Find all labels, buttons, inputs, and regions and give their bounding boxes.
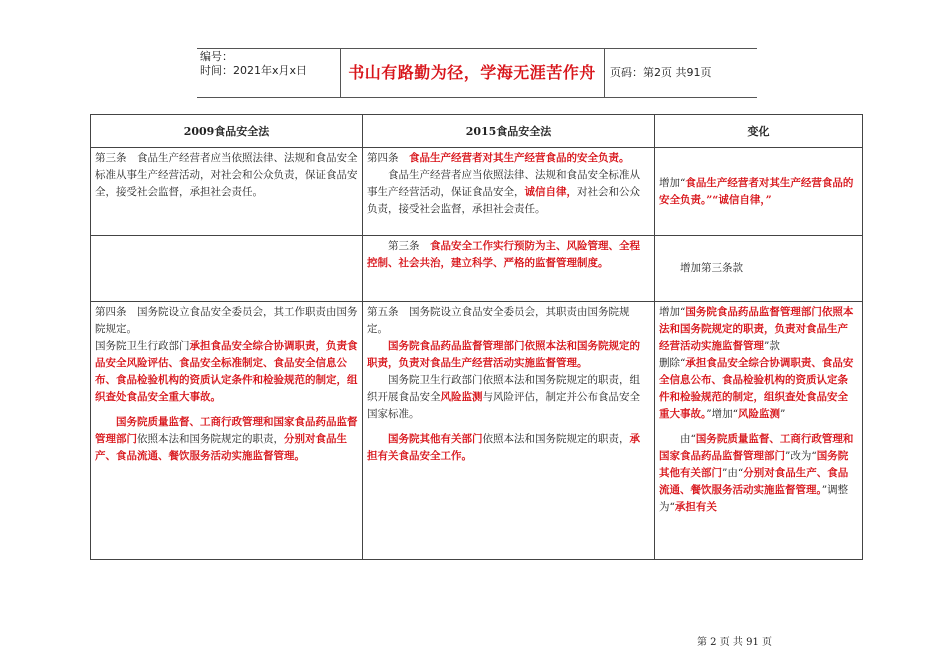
header-meta <box>200 50 307 78</box>
highlight-text: 国务院质量监督、工商行政管理和国家食品药品监督管理部门 <box>95 416 358 445</box>
cell-text <box>95 338 358 406</box>
table-header-row <box>91 115 863 148</box>
cell-change-3 <box>655 302 863 560</box>
highlight-text: 承担食品安全综合协调职责，负责食品安全风险评估、食品安全标准制定、食品安全信息公布、食品检验机构的资质认定条件和检验规范的制定，组织查处食品安全重大事故。 <box>95 340 358 403</box>
plain-text: ”由“ <box>722 467 744 479</box>
highlight-text: 承担有关 <box>674 501 717 513</box>
header-page-number: 页码：第2页 共91页 <box>610 66 712 79</box>
plain-text: 对社会和公众负责，接受社会监督，承担社会责任。 <box>367 186 640 215</box>
plain-text: ” <box>780 408 786 420</box>
cell-text: 第三条 食品生产经营者应当依照法律、法规和食品安全标准从事生产经营活动，对社会和公众负责，保证食品安全，接受社会监督，承担社会责任。 <box>95 152 358 198</box>
cell-change-2 <box>655 236 863 302</box>
cell-text: 第四条 国务院设立食品安全委员会，其工作职责由国务院规定。 <box>95 306 358 335</box>
plain-text: 依照本法和国务院规定的职责， <box>482 433 630 445</box>
highlight-text: 食品生产经营者对其生产经营食品的安全负责。 <box>409 152 630 164</box>
highlight-text: 国务院质量监督、工商行政管理和国家食品药品监督管理部门 <box>659 433 854 462</box>
plain-text: 删除“ <box>659 357 686 369</box>
cell-text <box>659 355 858 423</box>
plain-text: 增加“ <box>659 176 686 189</box>
cell-text <box>659 304 858 355</box>
comparison-table <box>90 114 863 560</box>
column-header-2009: 2009食品安全法 <box>91 115 363 148</box>
plain-text: 增加“ <box>659 306 686 318</box>
cell-text <box>367 150 650 167</box>
plain-text: ”改为“ <box>785 450 817 462</box>
highlight-text: 诚信自律， <box>524 186 577 198</box>
cell-text <box>367 372 650 423</box>
cell-text <box>367 431 650 465</box>
cell-text <box>367 167 650 218</box>
highlight-text: 承担有关食品安全工作。 <box>367 433 640 462</box>
highlight-text: 食品生产经营者对其生产经营食品的安全负责。”“诚信自律，” <box>659 176 854 206</box>
cell-text <box>95 414 358 465</box>
cell-2015-article5 <box>363 302 655 560</box>
plain-text: 国务院卫生行政部门 <box>95 340 190 352</box>
highlight-text: 分别对食品生产、食品流通、餐饮服务活动实施监督管理。 <box>659 467 849 496</box>
header-bottom-rule <box>197 97 757 98</box>
plain-text: 国务院卫生行政部门依照本法和国务院规定的职责，组织开展食品安全 <box>367 374 640 403</box>
cell-2009-article3 <box>91 148 363 236</box>
column-header-change: 变化 <box>655 115 863 148</box>
highlight-text: 风险监测 <box>738 408 780 420</box>
plain-text: ”调整为“ <box>659 484 849 513</box>
article-number: 第三条 <box>388 240 430 252</box>
cell-2015-article3 <box>363 236 655 302</box>
plain-text: 与风险评估，制定并公布食品安全国家标准。 <box>367 391 640 420</box>
page-footer: 第 2 页 共 91 页 <box>697 637 772 648</box>
table-row <box>91 148 863 236</box>
cell-2009-empty <box>91 236 363 302</box>
article-number: 第四条 <box>367 152 409 164</box>
cell-text <box>659 431 858 516</box>
highlight-text: 国务院食品药品监督管理部门依照本法和国务院规定的职责，负责对食品生产经营活动实施监督管理。 <box>367 340 640 369</box>
header-time: 时间：2021年x月x日 <box>200 64 308 77</box>
cell-text <box>659 175 858 209</box>
header-divider-right <box>604 48 605 97</box>
highlight-text: 承担食品安全综合协调职责、食品安全信息公布、食品检验机构的资质认定条件和检验规范的制定，组织查处食品安全重大事故。 <box>659 357 854 420</box>
plain-text: ”增加“ <box>706 408 738 420</box>
highlight-text: 国务院其他有关部门 <box>659 450 849 479</box>
plain-text: 食品生产经营者应当依照法律、法规和食品安全标准从事生产经营活动，保证食品安全， <box>367 169 640 198</box>
table-row <box>91 236 863 302</box>
cell-change-1 <box>655 148 863 236</box>
highlight-text: 国务院其他有关部门 <box>388 433 483 445</box>
plain-text: 由“ <box>680 433 696 445</box>
highlight-text: 食品安全工作实行预防为主、风险管理、全程控制、社会共治，建立科学、严格的监督管理制度。 <box>367 240 640 269</box>
plain-text: 依照本法和国务院规定的职责， <box>137 433 284 445</box>
highlight-text: 风险监测 <box>440 391 483 403</box>
highlight-text: 分别对食品生产、食品流通、餐饮服务活动实施监督管理。 <box>95 433 347 462</box>
plain-text: ”款 <box>764 340 780 352</box>
highlight-text: 国务院食品药品监督管理部门依照本法和国务院规定的职责，负责对食品生产经营活动实施监督管理 <box>659 306 854 352</box>
header-number: 编号： <box>200 50 233 63</box>
column-header-2015: 2015食品安全法 <box>363 115 655 148</box>
cell-text: 第五条 国务院设立食品安全委员会，其职责由国务院规定。 <box>367 306 630 335</box>
cell-text: 增加第三条款 <box>680 262 743 274</box>
table-row <box>91 302 863 560</box>
cell-text <box>367 238 650 272</box>
cell-2015-article4 <box>363 148 655 236</box>
header-motto: 书山有路勤为径，学海无涯苦作舟 <box>348 63 596 82</box>
cell-2009-article4 <box>91 302 363 560</box>
